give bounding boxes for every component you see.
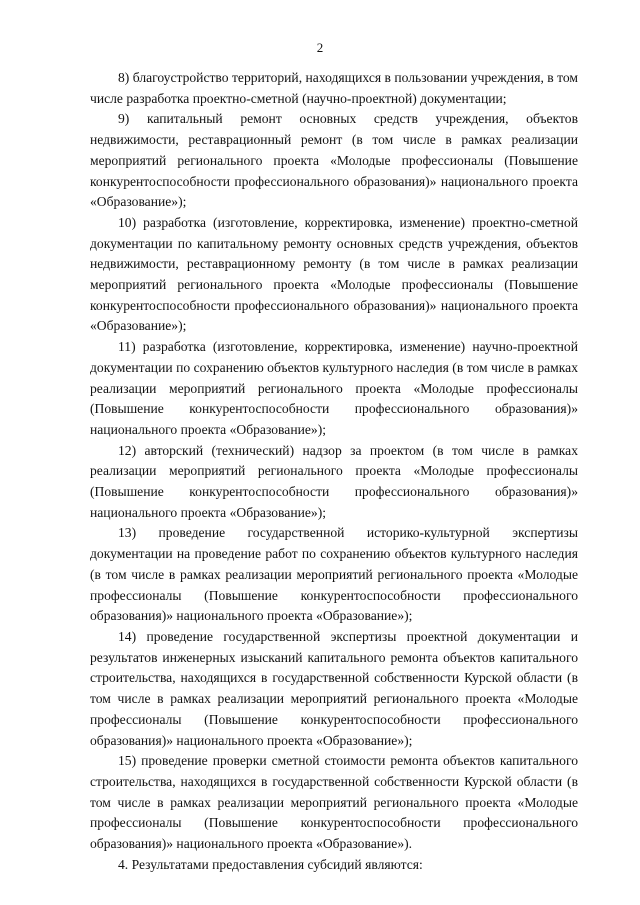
- paragraph-item-13: 13) проведение государственной историко-культурной экспертизы документации на проведение работ по сохранению объектов культурного наследия (в том числе в рамках реализации мероприятий регионального проекта «Молодые профессионалы (Повышение конкурентоспособности профессионального образования)» национального проекта «Образование»);: [90, 525, 578, 624]
- section-4-heading: 4. Результатами предоставления субсидий являются:: [118, 856, 423, 872]
- paragraph-item-8: 8) благоустройство территорий, находящихся в пользовании учреждения, в том числе разработка проектно-сметной (научно-проектной) документации;: [90, 70, 578, 106]
- paragraph-item-14: 14) проведение государственной экспертизы проектной документации и результатов инженерных изысканий капитального ремонта объектов капитального строительства, находящихся в государственной собственности Курской области (в том числе в рамках реализации мероприятий регионального проекта «Молодые профессионалы (Повышение конкурентоспособности профессионального образования)» национального проекта «Образование»);: [90, 628, 578, 748]
- paragraph-item-9: 9) капитальный ремонт основных средств учреждения, объектов недвижимости, реставрационный ремонт (в том числе в рамках реализации мероприятий регионального проекта «Молодые профессионалы (Повышение конкурентоспособности профессионального образования)» национального проекта «Образование»);: [90, 111, 578, 210]
- paragraph-item-12: 12) авторский (технический) надзор за проектом (в том числе в рамках реализации мероприятий регионального проекта «Молодые профессионалы (Повышение конкурентоспособности профессионального образования)» национального проекта «Образование»);: [90, 442, 578, 520]
- paragraph-item-10: 10) разработка (изготовление, корректировка, изменение) проектно-сметной документации по капитальному ремонту основных средств учреждения, объектов недвижимости, реставрационному ремонту (в том числе в рамках реализации мероприятий регионального проекта «Молодые профессионалы (Повышение конкурентоспособности профессионального образования)» национального проекта «Образование»);: [90, 214, 578, 334]
- page-number: 2: [316, 40, 324, 55]
- paragraph-item-11: 11) разработка (изготовление, корректировка, изменение) научно-проектной документации по сохранению объектов культурного наследия (в том числе в рамках реализации мероприятий регионального проекта «Молодые профессионалы (Повышение конкурентоспособности профессионального образования)» национального проекта «Образование»);: [90, 339, 578, 437]
- document-body: [90, 68, 578, 875]
- paragraph-item-15: 15) проведение проверки сметной стоимости ремонта объектов капитального строительства, находящихся в государственной собственности Курской области (в том числе в рамках реализации мероприятий регионального проекта «Молодые профессионалы (Повышение конкурентоспособности профессионального образования)» национального проекта «Образование»).: [90, 753, 578, 852]
